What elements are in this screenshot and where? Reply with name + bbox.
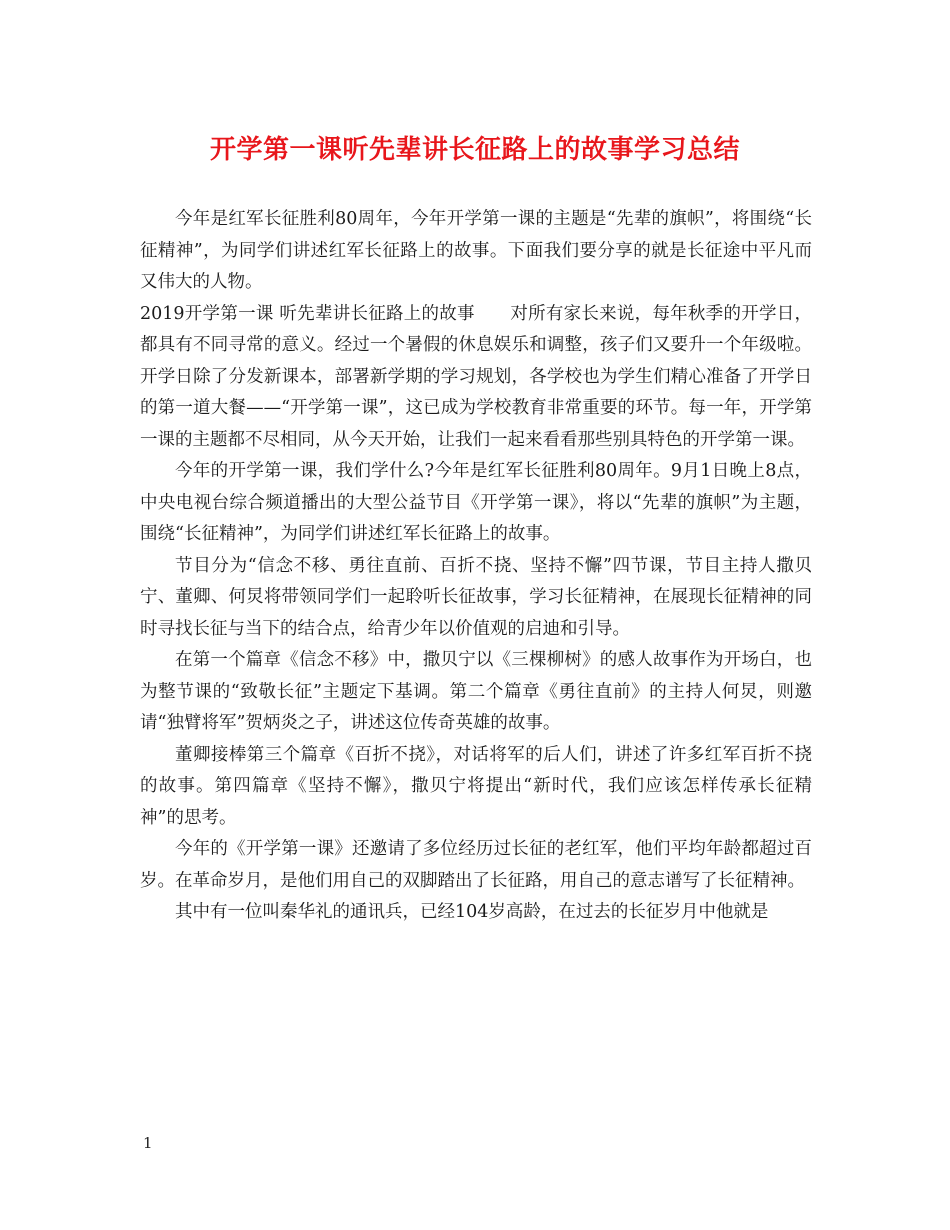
paragraph-qin-huali: 其中有一位叫秦华礼的通讯兵，已经104岁高龄，在过去的长征岁月中他就是 [175, 902, 769, 922]
document-title: 开学第一课听先辈讲长征路上的故事学习总结 [209, 135, 740, 165]
page-number: 1 [143, 1134, 153, 1152]
paragraph-program-sections: 节目分为“信念不移、勇往直前、百折不挠、坚持不懈”四节课，节目主持人撒贝宁、董卿、何炅将带领同学们一起聆听长征故事，学习长征精神，在展现长征精神的同时寻找长征与当下的结合点，给青少年以价值观的启迪和引导。 [140, 555, 812, 639]
paragraph-this-year: 今年的开学第一课，我们学什么?今年是红军长征胜利80周年。9月1日晚上8点，中央电视台综合频道播出的大型公益节目《开学第一课》，将以“先辈的旗帜”为主题，围绕“长征精神”，为同学们讲述红军长征路上的故事。 [140, 461, 812, 544]
paragraph-intro: 今年是红军长征胜利80周年，今年开学第一课的主题是“先辈的旗帜”，将围绕“长征精神”，为同学们讲述红军长征路上的故事。下面我们要分享的就是长征途中平凡而又伟大的人物。 [140, 209, 812, 292]
document-body [140, 204, 812, 929]
paragraph-opening-day: 2019开学第一课 听先辈讲长征路上的故事 对所有家长来说，每年秋季的开学日，都具有不同寻常的意义。经过一个暑假的休息娱乐和调整，孩子们又要升一个年级啦。开学日除了分发新课本，部署新学期的学习规划，各学校也为学生们精心准备了开学日的第一道大餐——“开学第一课”，这已成为学校教育非常重要的环节。每一年，开学第一课的主题都不尽相同，从今天开始，让我们一起来看看那些别具特色的开学第一课。 [140, 303, 812, 450]
paragraph-third-chapter: 董卿接棒第三个篇章《百折不挠》，对话将军的后人们，讲述了许多红军百折不挠的故事。第四篇章《坚持不懈》，撒贝宁将提出“新时代，我们应该怎样传承长征精神”的思考。 [140, 744, 812, 828]
paragraph-first-chapter: 在第一个篇章《信念不移》中，撒贝宁以《三棵柳树》的感人故事作为开场白，也为整节课的“致敬长征”主题定下基调。第二个篇章《勇往直前》的主持人何炅，则邀请“独臂将军”贺炳炎之子，讲述这位传奇英雄的故事。 [140, 650, 812, 733]
paragraph-veterans: 今年的《开学第一课》还邀请了多位经历过长征的老红军，他们平均年龄都超过百岁。在革命岁月，是他们用自己的双脚踏出了长征路，用自己的意志谱写了长征精神。 [140, 839, 812, 891]
